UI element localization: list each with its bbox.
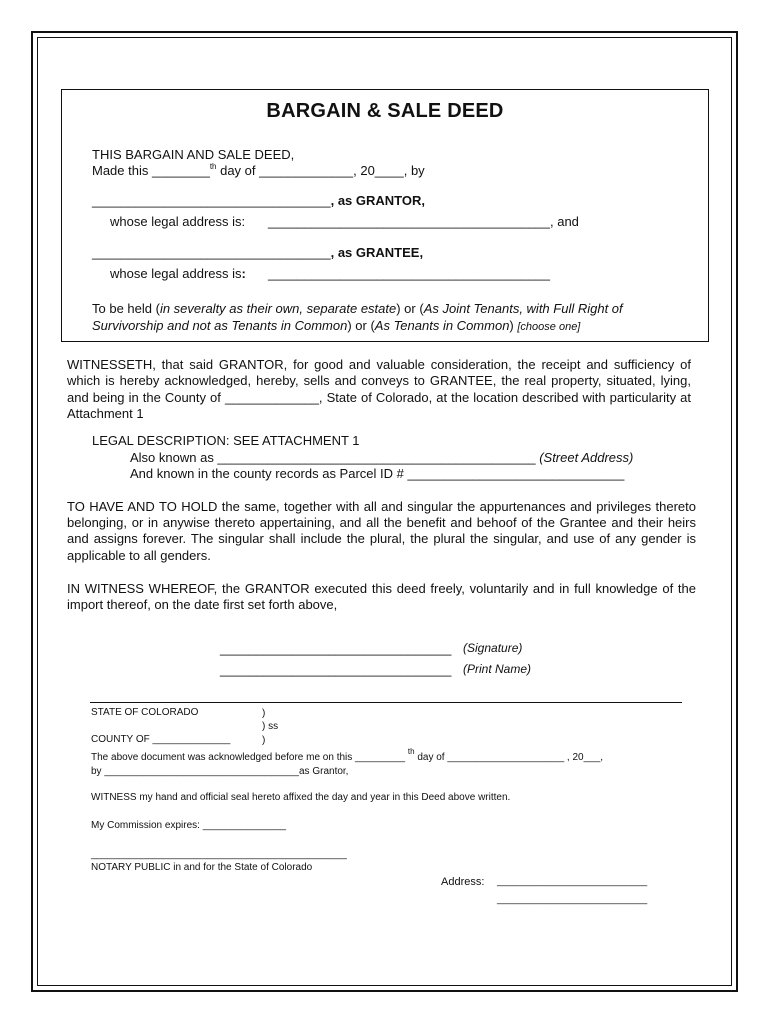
- signature-label: (Signature): [463, 641, 523, 655]
- grantee-address-colon: :: [241, 266, 246, 281]
- notary-divider: [90, 702, 682, 703]
- grantor-address-label: whose legal address is:: [110, 214, 246, 229]
- grantee-label: , as GRANTEE,: [330, 245, 424, 260]
- made-this-date: day of _____________, 20____, by: [216, 163, 425, 178]
- tenancy-or-2: ) or (: [347, 318, 375, 333]
- tenancy-or-1: ) or (: [396, 301, 424, 316]
- grantor-name-blank: _________________________________: [92, 193, 331, 208]
- notary-by-grantor: by ___________________________________as Grantor,: [91, 766, 349, 777]
- print-name-label: (Print Name): [463, 662, 532, 676]
- notary-paren-1: ): [262, 708, 266, 719]
- tenancy-line-1: [92, 301, 623, 316]
- notary-address-label: Address:: [441, 876, 485, 888]
- tenancy-common: As Tenants in Common: [374, 318, 510, 333]
- legal-description-heading: LEGAL DESCRIPTION: SEE ATTACHMENT 1: [92, 433, 360, 448]
- notary-witness: WITNESS my hand and official seal hereto affixed the day and year in this Deed above written.: [91, 792, 511, 803]
- habendum-paragraph: TO HAVE AND TO HOLD the same, together with all and singular the appurtenances and privileges thereto belonging, or in anywise thereto appertaining, and all the benefit and behoof of the Grantee and their heirs and assigns forever. The singular shall include the plural, the plural the singular, and use of any gender is applicable to all genders.: [67, 499, 696, 563]
- document-title: BARGAIN & SALE DEED: [266, 100, 504, 122]
- print-name-line: ________________________________: [220, 662, 452, 677]
- ack-date: day of _____________________ , 20___,: [414, 752, 604, 763]
- tenancy-survivorship: Survivorship and not as Tenants in Common: [92, 318, 348, 333]
- grantee-name-blank: _________________________________: [92, 245, 331, 260]
- notary-commission: My Commission expires: _______________: [91, 820, 287, 831]
- grantor-address-blank: _______________________________________: [268, 214, 550, 229]
- tenancy-intro: To be held (: [92, 301, 160, 316]
- notary-paren-3: ): [262, 735, 266, 746]
- grantee-address-label: whose legal address is: [110, 266, 242, 281]
- tenancy-choose-one: [choose one]: [517, 321, 581, 333]
- notary-public-label: NOTARY PUBLIC in and for the State of Colorado: [91, 862, 313, 873]
- tenancy-joint: As Joint Tenants, with Full Right of: [423, 301, 623, 316]
- ack-text: The above document was acknowledged before me on this _________: [91, 752, 408, 763]
- also-known-as-line: [130, 450, 633, 465]
- parcel-id-line: And known in the county records as Parcel ID # ______________________________: [130, 466, 625, 481]
- notary-address-line-1: ___________________________: [497, 876, 648, 887]
- tenancy-line-2: [92, 318, 580, 335]
- notary-public-line: ______________________________________________: [91, 849, 347, 860]
- also-known-as-text: Also known as ____________________________________________: [130, 450, 536, 465]
- grantee-line: [92, 245, 423, 260]
- notary-state: STATE OF COLORADO: [91, 707, 199, 718]
- street-address-note: (Street Address): [539, 450, 634, 465]
- grantor-address-line: [268, 214, 579, 229]
- notary-ss: ) ss: [262, 721, 279, 732]
- grantee-address-label-line: [110, 266, 246, 281]
- made-this-text: Made this ________: [92, 163, 210, 178]
- witnesseth-paragraph: WITNESSETH, that said GRANTOR, for good and valuable consideration, the receipt and sufficiency of which is hereby acknowledged, hereby, sells and conveys to GRANTEE, the real property, situated, lying, and being in the County of _____________, State of Colorado, at the location described with particularity at Attachment 1: [67, 357, 691, 422]
- intro-line: THIS BARGAIN AND SALE DEED,: [92, 147, 295, 162]
- made-this-line: [92, 163, 425, 178]
- tenancy-severalty: in severalty as their own, separate estate: [159, 301, 397, 316]
- grantor-address-end: , and: [549, 214, 579, 229]
- notary-county: COUNTY OF ______________: [91, 734, 231, 745]
- notary-address-line-2: ___________________________: [497, 894, 648, 905]
- notary-acknowledgment: [91, 747, 604, 764]
- tenancy-close: ): [509, 318, 518, 333]
- made-this-superscript: th: [209, 162, 217, 171]
- in-witness-paragraph: IN WITNESS WHEREOF, the GRANTOR executed this deed freely, voluntarily and in full knowledge of the import thereof, on the date first set forth above,: [67, 581, 696, 613]
- grantee-address-blank: _______________________________________: [268, 266, 550, 281]
- ack-superscript: th: [407, 747, 415, 756]
- grantor-line: [92, 193, 425, 208]
- signature-line: ________________________________: [220, 641, 452, 656]
- grantor-label: , as GRANTOR,: [330, 193, 425, 208]
